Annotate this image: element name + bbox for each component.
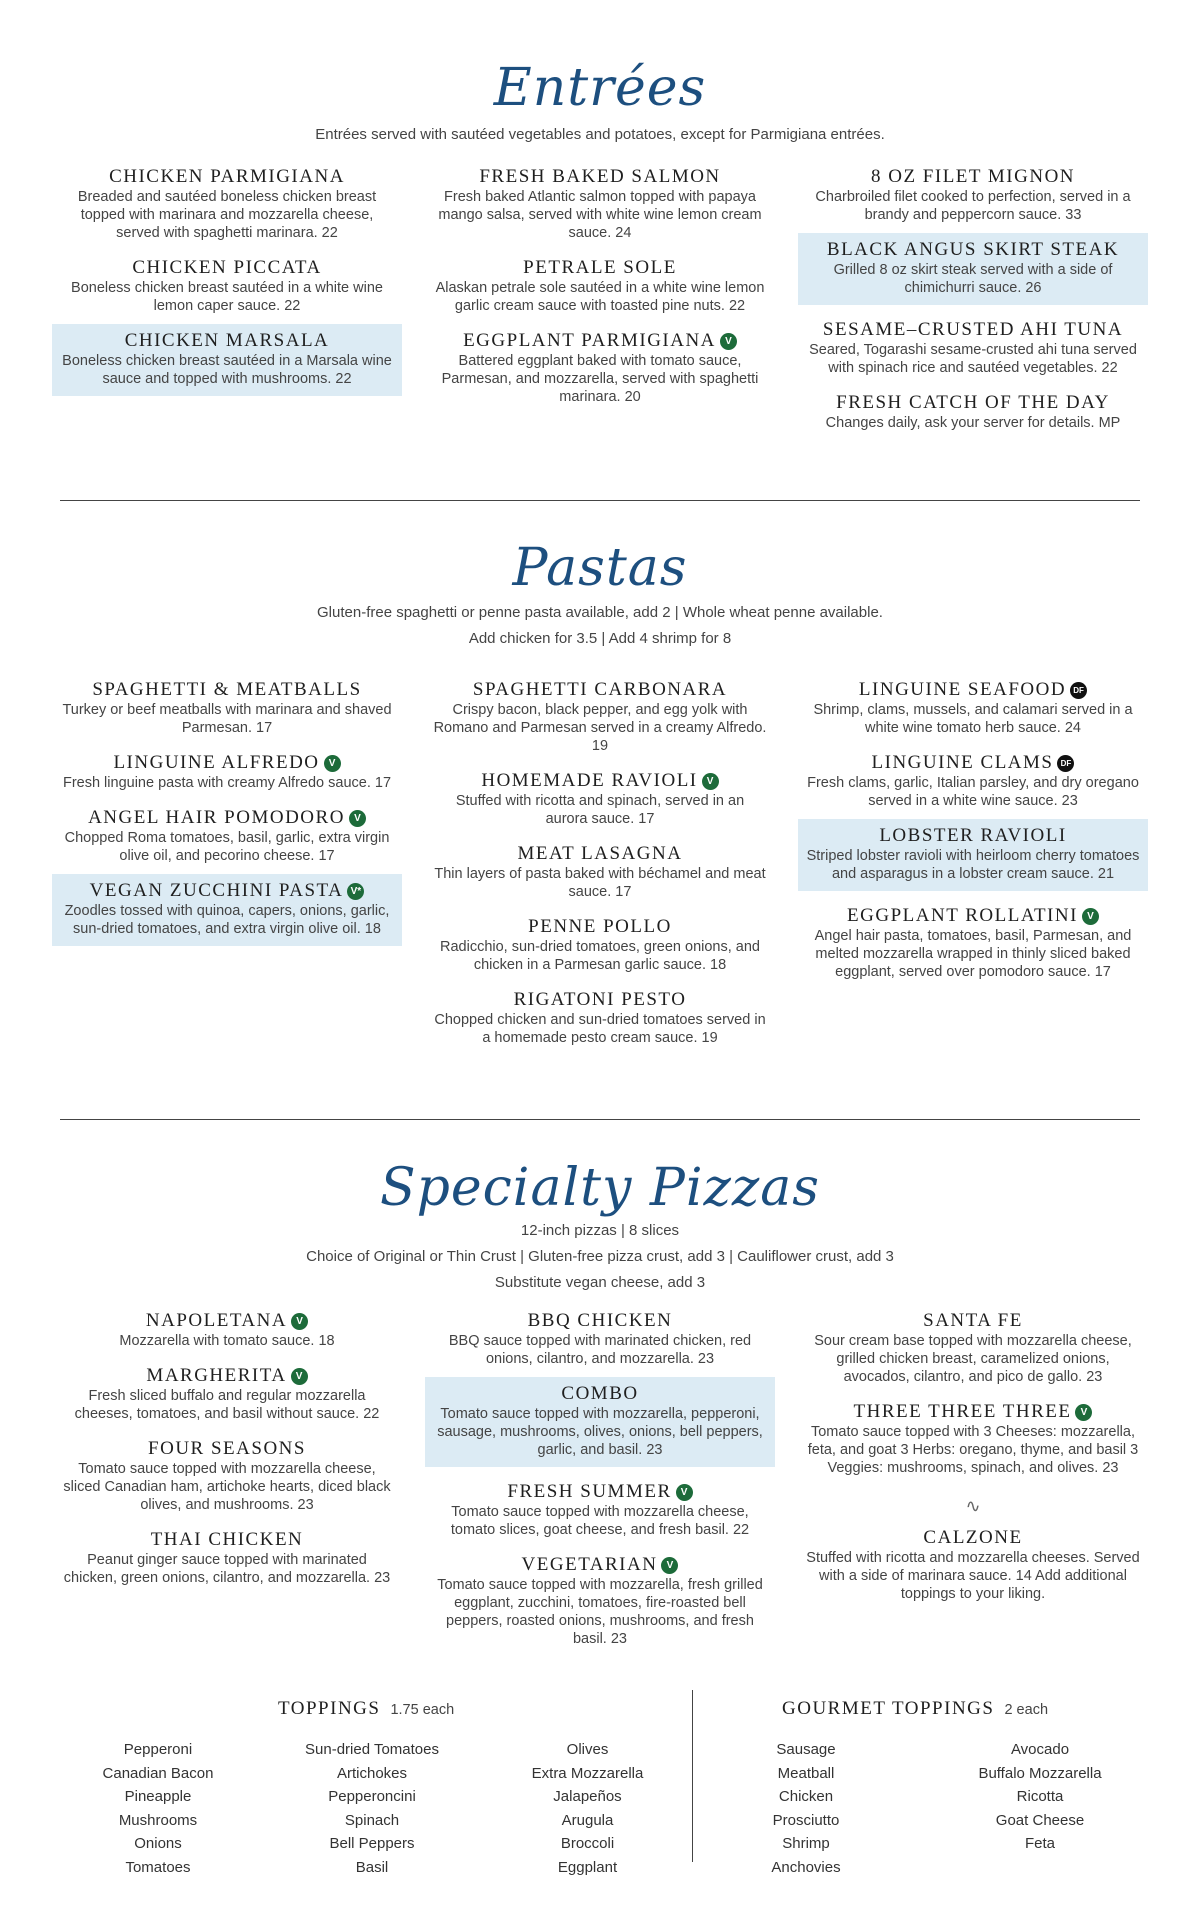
menu-item-name-text: RIGATONI PESTO (513, 989, 687, 1010)
menu-item-description: Angel hair pasta, tomatoes, basil, Parmesan, and melted mozzarella wrapped in thinly sliced baked eggplant, served over pomodoro sauce. 17 (814, 928, 1132, 980)
vegetarian-badge-icon: V (661, 1557, 678, 1574)
menu-item-name-text: PENNE POLLO (528, 916, 672, 937)
topping-item: Olives (566, 1741, 609, 1758)
pizzas-columns (52, 1310, 1148, 1663)
pastas-subtitle-2: Add chicken for 3.5 | Add 4 shrimp for 8 (468, 630, 732, 647)
topping-item: Sausage (776, 1741, 836, 1758)
pastas-title: Pastas (512, 538, 688, 598)
menu-item-description: Radicchio, sun-dried tomatoes, green onions, and chicken in a Parmesan garlic sauce. 18 (440, 939, 760, 973)
menu-item-rigatoni-pesto (425, 989, 775, 1062)
vegetarian-badge-icon: V (324, 755, 341, 772)
vegetarian-badge-icon: V (291, 1313, 308, 1330)
menu-item-description: Thin layers of pasta baked with béchamel and meat sauce. 17 (434, 866, 766, 900)
menu-item-bbq-chicken (425, 1310, 775, 1383)
gourmet-list (726, 1738, 886, 1879)
menu-item-description: Fresh baked Atlantic salmon topped with papaya mango salsa, served with white wine lemon cream sauce. 24 (438, 189, 762, 241)
topping-item: Avocado (1010, 1741, 1070, 1758)
menu-item-linguine-clams (798, 752, 1148, 825)
menu-item-description: Tomato sauce topped with 3 Cheeses: mozzarella, feta, and goat 3 Herbs: oregano, thyme, and basil 3 Veggies: mushrooms, spinach, and olives. 23 (807, 1424, 1139, 1476)
menu-item-description: Boneless chicken breast sautéed in a white wine lemon caper sauce. 22 (71, 280, 383, 314)
menu-item-name (806, 319, 1140, 341)
menu-item-name-text: BBQ CHICKEN (527, 1310, 673, 1331)
menu-item-name (433, 330, 767, 352)
pizzas-section (0, 1158, 1200, 1296)
topping-item: Artichokes (336, 1764, 408, 1782)
toppings-list (78, 1738, 238, 1879)
menu-item-santa-fe (798, 1310, 1148, 1401)
menu-item-name (433, 1310, 767, 1332)
menu-item-name (60, 752, 394, 774)
vegetarian-badge-icon: V (1075, 1404, 1092, 1421)
menu-item-name (806, 905, 1140, 927)
menu-item-name (60, 807, 394, 829)
menu-item-napoletana (52, 1310, 402, 1365)
toppings-title: TOPPINGS (278, 1698, 381, 1719)
topping-item: Jalapeños (553, 1788, 622, 1805)
menu-item-lobster-ravioli (798, 819, 1148, 891)
menu-item-description: BBQ sauce topped with marinated chicken, red onions, cilantro, and mozzarella. 23 (448, 1333, 752, 1367)
menu-item-description: Seared, Togarashi sesame-crusted ahi tuna served with spinach rice and sautéed vegetables. 22 (809, 342, 1137, 376)
menu-item-name (433, 916, 767, 938)
menu-item-name (806, 825, 1140, 847)
menu-item-vegetarian (425, 1554, 775, 1663)
dairy-free-badge-icon: DF (1070, 682, 1087, 699)
menu-item-name-text: EGGPLANT PARMIGIANA (463, 330, 716, 351)
menu-item-name (433, 1554, 767, 1576)
menu-item-chicken-piccata (52, 257, 402, 330)
gourmet-list (945, 1738, 1135, 1856)
menu-item-name-text: FRESH SUMMER (507, 1481, 672, 1502)
topping-item: Pineapple (124, 1788, 192, 1805)
topping-item: Buffalo Mozzarella (978, 1764, 1102, 1782)
menu-item-meat-lasagna (425, 843, 775, 916)
vegetarian-badge-icon: V (349, 810, 366, 827)
entrees-column (425, 166, 775, 447)
menu-item-name (806, 1527, 1140, 1549)
pizzas-title: Specialty Pizzas (380, 1158, 820, 1218)
menu-item-name-text: LINGUINE ALFREDO (113, 752, 320, 773)
menu-item-name-text: MEAT LASAGNA (517, 843, 683, 864)
gourmet-title: GOURMET TOPPINGS (782, 1698, 995, 1719)
topping-item: Ricotta (1016, 1788, 1064, 1805)
menu-item-description: Chopped Roma tomatoes, basil, garlic, extra virgin olive oil, and pecorino cheese. 17 (64, 830, 390, 864)
menu-item-description: Tomato sauce topped with mozzarella cheese, tomato slices, goat cheese, and fresh basil. 22 (450, 1504, 750, 1538)
menu-item-name-text: LINGUINE CLAMS (871, 752, 1054, 773)
menu-item-description: Tomato sauce topped with mozzarella cheese, sliced Canadian ham, artichoke hearts, diced black olives, and mushrooms. 23 (63, 1461, 391, 1513)
topping-item: Tomatoes (125, 1858, 191, 1876)
menu-item-name-text: EGGPLANT ROLLATINI (847, 905, 1078, 926)
menu-item-name-text: SESAME–CRUSTED AHI TUNA (822, 319, 1124, 340)
menu-item-name (60, 880, 394, 902)
menu-item-name-text: FRESH BAKED SALMON (479, 166, 721, 187)
menu-item-black-angus-skirt-steak (798, 233, 1148, 305)
pizzas-column (798, 1310, 1148, 1663)
menu-item-name (806, 166, 1140, 188)
menu-item-fresh-baked-salmon (425, 166, 775, 257)
topping-item: Bell Peppers (329, 1835, 415, 1852)
menu-item-description: Crispy bacon, black pepper, and egg yolk with Romano and Parmesan served in a creamy Alfredo. 19 (433, 702, 767, 754)
gourmet-price: 2 each (1004, 1702, 1049, 1718)
pastas-columns (52, 679, 1148, 1062)
pizzas-subtitle-1: 12-inch pizzas | 8 slices (520, 1222, 680, 1239)
menu-item-description: Charbroiled filet cooked to perfection, served in a brandy and peppercorn sauce. 33 (815, 189, 1131, 223)
toppings-list (500, 1738, 675, 1879)
menu-item-name-text: FOUR SEASONS (148, 1438, 306, 1459)
menu-item-thai-chicken (52, 1529, 402, 1602)
toppings-price: 1.75 each (390, 1702, 455, 1718)
entrees-section (0, 58, 1200, 148)
topping-item: Pepperoni (123, 1741, 193, 1758)
menu-item-eggplant-parmigiana (425, 330, 775, 421)
topping-item: Sun-dried Tomatoes (305, 1741, 439, 1758)
menu-item-name (60, 1310, 394, 1332)
vegetarian-badge-icon: V (720, 333, 737, 350)
menu-item-description: Fresh sliced buffalo and regular mozzarella cheeses, tomatoes, and basil without sauce. 22 (74, 1388, 380, 1422)
menu-item-name (60, 679, 394, 701)
pastas-column (798, 679, 1148, 1062)
pastas-column (52, 679, 402, 1062)
menu-item-margherita (52, 1365, 402, 1438)
divider (60, 500, 1140, 501)
menu-item-description: Breaded and sautéed boneless chicken breast topped with marinara and mozzarella cheese, served with spaghetti marinara. 22 (77, 189, 377, 241)
topping-item: Feta (1024, 1835, 1055, 1852)
entrees-column (798, 166, 1148, 447)
menu-item-name (433, 1383, 767, 1405)
menu-item-description: Stuffed with ricotta and mozzarella cheeses. Served with a side of marinara sauce. 14 Add additional toppings to your liking. (806, 1550, 1140, 1602)
menu-item-name-text: VEGAN ZUCCHINI PASTA (89, 880, 344, 901)
pastas-subtitle-1: Gluten-free spaghetti or penne pasta available, add 2 | Whole wheat penne available. (317, 604, 883, 621)
menu-item-name (60, 166, 394, 188)
menu-item-description: Tomato sauce topped with mozzarella, fresh grilled eggplant, zucchini, tomatoes, fire-roasted bell peppers, roasted onions, mushrooms, and fresh basil. 23 (437, 1577, 763, 1647)
menu-item-description: Fresh linguine pasta with creamy Alfredo sauce. 17 (62, 775, 392, 791)
menu-item-description: Boneless chicken breast sautéed in a Marsala wine sauce and topped with mushrooms. 22 (62, 353, 392, 387)
topping-item: Chicken (778, 1788, 834, 1805)
menu-item-name-text: THAI CHICKEN (150, 1529, 304, 1550)
menu-item-eggplant-rollatini (798, 905, 1148, 996)
menu-item-name-text: ANGEL HAIR POMODORO (88, 807, 345, 828)
menu-item-name (60, 1438, 394, 1460)
vegetarian-badge-icon: V (1082, 908, 1099, 925)
menu-item-description: Shrimp, clams, mussels, and calamari served in a white wine tomato herb sauce. 24 (813, 702, 1133, 736)
entrees-subtitle: Entrées served with sautéed vegetables and potatoes, except for Parmigiana entrées. (315, 126, 885, 143)
menu-item-description: Chopped chicken and sun-dried tomatoes served in a homemade pesto cream sauce. 19 (434, 1012, 766, 1046)
menu-item-name-text: CHICKEN MARSALA (124, 330, 330, 351)
menu-item-description: Zoodles tossed with quinoa, capers, onions, garlic, sun-dried tomatoes, and extra virgin olive oil. 18 (64, 903, 390, 937)
vegetarian-badge-icon: V* (347, 883, 364, 900)
topping-item: Pepperoncini (328, 1788, 416, 1805)
topping-item: Eggplant (557, 1858, 618, 1876)
dairy-free-badge-icon: DF (1057, 755, 1074, 772)
menu-item-name-text: LINGUINE SEAFOOD (858, 679, 1067, 700)
menu-item-name (433, 166, 767, 188)
menu-item-name (806, 752, 1140, 774)
menu-item-name (806, 1401, 1140, 1423)
pizzas-column (52, 1310, 402, 1663)
topping-item: Onions (134, 1835, 182, 1852)
menu-item-name (806, 392, 1140, 414)
pastas-section (0, 538, 1200, 652)
menu-item-linguine-seafood (798, 679, 1148, 752)
menu-item-name (433, 989, 767, 1011)
menu-item-name-text: CALZONE (923, 1527, 1023, 1548)
menu-item-calzone (798, 1527, 1148, 1618)
pizzas-subtitle-2: Choice of Original or Thin Crust | Gluten-free pizza crust, add 3 | Cauliflower crust, add 3 (306, 1248, 894, 1265)
pizzas-subtitle-3: Substitute vegan cheese, add 3 (494, 1274, 706, 1291)
menu-item-name-text: COMBO (561, 1383, 639, 1404)
topping-item: Anchovies (771, 1858, 841, 1876)
entrees-column (52, 166, 402, 447)
menu-item-fresh-catch-of-the-day (798, 392, 1148, 447)
menu-item-name-text: CHICKEN PICCATA (132, 257, 322, 278)
menu-item-description: Grilled 8 oz skirt steak served with a side of chimichurri sauce. 26 (833, 262, 1113, 296)
menu-item-spaghetti-meatballs (52, 679, 402, 752)
menu-item-spaghetti-carbonara (425, 679, 775, 770)
menu-item-8-oz-filet-mignon (798, 166, 1148, 239)
menu-item-description: Tomato sauce topped with mozzarella, pepperoni, sausage, mushrooms, olives, onions, bell peppers, garlic, and basil. 23 (437, 1406, 763, 1458)
menu-item-name-text: VEGETARIAN (521, 1554, 658, 1575)
menu-item-chicken-marsala (52, 324, 402, 396)
menu-item-name-text: CHICKEN PARMIGIANA (109, 166, 345, 187)
menu-item-name (433, 257, 767, 279)
menu-item-description: Striped lobster ravioli with heirloom cherry tomatoes and asparagus in a lobster cream sauce. 21 (806, 848, 1140, 882)
menu-item-description: Fresh clams, garlic, Italian parsley, and dry oregano served in a white wine sauce. 23 (807, 775, 1139, 809)
vegetarian-badge-icon: V (702, 773, 719, 790)
pizzas-column (425, 1310, 775, 1663)
topping-item: Arugula (561, 1811, 614, 1829)
menu-item-name (806, 679, 1140, 701)
menu-item-penne-pollo (425, 916, 775, 989)
topping-item: Broccoli (560, 1835, 615, 1852)
topping-item: Spinach (344, 1811, 400, 1829)
menu-item-chicken-parmigiana (52, 166, 402, 257)
menu-item-name-text: SANTA FE (923, 1310, 1023, 1331)
menu-item-sesame-crusted-ahi-tuna (798, 319, 1148, 392)
toppings-divider (692, 1690, 693, 1862)
topping-item: Goat Cheese (995, 1811, 1085, 1829)
menu-item-four-seasons (52, 1438, 402, 1529)
vegetarian-badge-icon: V (676, 1484, 693, 1501)
menu-item-name (806, 1310, 1140, 1332)
gourmet-heading (782, 1698, 1048, 1720)
toppings-heading (278, 1698, 454, 1720)
menu-item-name-text: NAPOLETANA (145, 1310, 288, 1331)
menu-item-description: Peanut ginger sauce topped with marinated chicken, green onions, cilantro, and mozzarella. 23 (63, 1552, 391, 1586)
menu-item-angel-hair-pomodoro (52, 807, 402, 880)
menu-item-name-text: SPAGHETTI CARBONARA (472, 679, 728, 700)
menu-item-combo (425, 1377, 775, 1467)
menu-item-name (433, 770, 767, 792)
topping-item: Basil (355, 1858, 389, 1876)
topping-item: Meatball (777, 1764, 835, 1782)
menu-item-name-text: FRESH CATCH OF THE DAY (836, 392, 1110, 413)
topping-item: Mushrooms (118, 1811, 198, 1829)
menu-item-description: Alaskan petrale sole sautéed in a white wine lemon garlic cream sauce with toasted pine nuts. 22 (435, 280, 765, 314)
menu-item-name-text: MARGHERITA (146, 1365, 287, 1386)
menu-item-name-text: HOMEMADE RAVIOLI (481, 770, 698, 791)
menu-item-linguine-alfredo (52, 752, 402, 807)
topping-item: Shrimp (782, 1835, 830, 1852)
toppings-list (282, 1738, 462, 1879)
menu-item-name (60, 257, 394, 279)
menu-item-name (60, 1529, 394, 1551)
menu-item-name (806, 239, 1140, 261)
menu-item-name-text: PETRALE SOLE (523, 257, 677, 278)
menu-item-name (60, 330, 394, 352)
entrees-title: Entrées (493, 58, 707, 118)
menu-item-name-text: BLACK ANGUS SKIRT STEAK (826, 239, 1120, 260)
menu-item-name-text: 8 OZ FILET MIGNON (870, 166, 1076, 187)
menu-item-petrale-sole (425, 257, 775, 330)
menu-item-name-text: LOBSTER RAVIOLI (879, 825, 1067, 846)
menu-item-fresh-summer (425, 1481, 775, 1554)
ornament-swirl-icon: ∿ (965, 1496, 981, 1516)
menu-item-homemade-ravioli (425, 770, 775, 843)
menu-item-description: Sour cream base topped with mozzarella cheese, grilled chicken breast, caramelized onions, avocados, cilantro, and pico de gallo. 23 (814, 1333, 1132, 1385)
pastas-column (425, 679, 775, 1062)
vegetarian-badge-icon: V (291, 1368, 308, 1385)
divider (60, 1119, 1140, 1120)
menu-item-name (433, 679, 767, 701)
topping-item: Extra Mozzarella (531, 1764, 644, 1782)
topping-item: Canadian Bacon (102, 1764, 214, 1782)
menu-item-description: Turkey or beef meatballs with marinara and shaved Parmesan. 17 (62, 702, 392, 736)
entrees-columns (52, 166, 1148, 447)
menu-item-name (60, 1365, 394, 1387)
menu-item-description: Battered eggplant baked with tomato sauce, Parmesan, and mozzarella, served with spaghetti marinara. 20 (441, 353, 759, 405)
menu-item-name (433, 843, 767, 865)
menu-item-description: Stuffed with ricotta and spinach, served in an aurora sauce. 17 (455, 793, 745, 827)
menu-item-description: Changes daily, ask your server for details. MP (825, 415, 1121, 431)
menu-item-name-text: SPAGHETTI & MEATBALLS (92, 679, 362, 700)
menu-item-name (433, 1481, 767, 1503)
menu-item-vegan-zucchini-pasta (52, 874, 402, 946)
menu-item-name-text: THREE THREE THREE (853, 1401, 1072, 1422)
menu-item-three-three-three (798, 1401, 1148, 1492)
toppings-section (0, 1690, 1200, 1875)
menu-item-description: Mozzarella with tomato sauce. 18 (119, 1333, 335, 1349)
topping-item: Prosciutto (772, 1811, 840, 1829)
